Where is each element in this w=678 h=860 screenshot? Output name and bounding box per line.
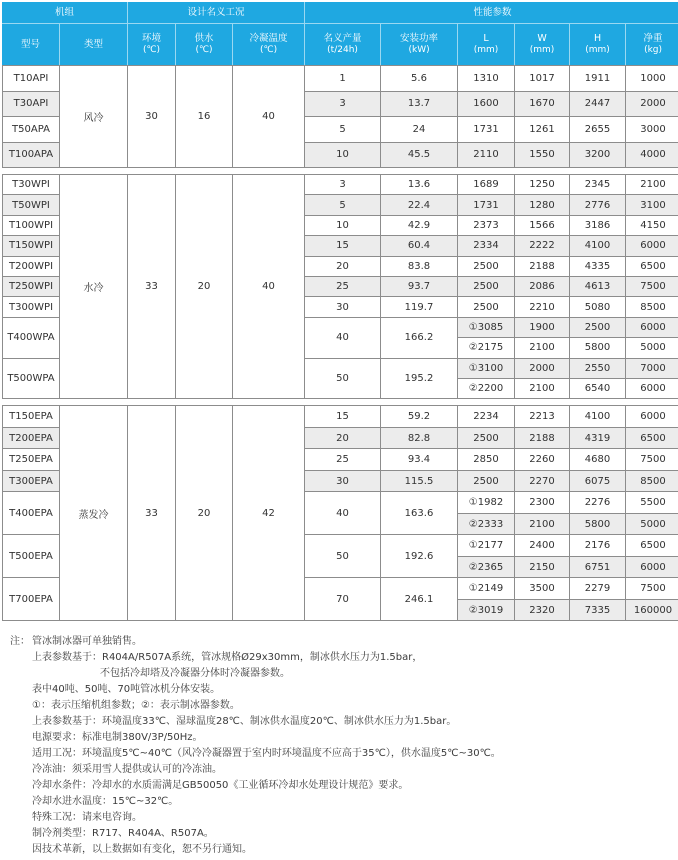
cell-width: 2400	[515, 535, 570, 557]
note-line	[10, 746, 676, 762]
cell-length: 2500	[458, 297, 515, 317]
column-header-2: 环境 (℃)	[127, 24, 175, 65]
cell-net-weight: 7000	[626, 358, 678, 378]
table-row	[3, 66, 678, 92]
note-text: 上表参数基于：R404A/R507A系统，管冰规格Ø29x30mm，制冰供水压力为1.5bar，	[32, 652, 422, 663]
cell-power: 45.5	[381, 142, 458, 168]
cell-net-weight: 3100	[626, 195, 678, 215]
note-line	[10, 810, 676, 826]
cell-cooling-type: 风冷	[60, 66, 128, 168]
cell-model: T100APA	[3, 142, 60, 168]
cell-net-weight: 7500	[626, 449, 678, 471]
note-line	[10, 698, 676, 714]
cell-ambient-temp: 33	[128, 175, 176, 399]
column-header-3: 供水 (℃)	[175, 24, 232, 65]
cell-model: T10API	[3, 66, 60, 92]
cell-net-weight: 6000	[626, 236, 678, 256]
cell-width: 2213	[515, 406, 570, 428]
cell-capacity: 20	[305, 427, 381, 449]
cell-net-weight: 2100	[626, 175, 678, 195]
header-group-2: 性能参数	[304, 2, 678, 24]
cell-width: 2300	[515, 492, 570, 514]
cell-capacity: 25	[305, 449, 381, 471]
table-row	[3, 406, 678, 428]
cell-supply-water-temp: 20	[176, 175, 233, 399]
cell-model: T500WPA	[3, 358, 60, 399]
cell-capacity: 50	[305, 358, 381, 399]
section-table-2	[2, 405, 678, 621]
cell-power: 195.2	[381, 358, 458, 399]
spec-table-header	[2, 2, 678, 65]
cell-model: T100WPI	[3, 215, 60, 235]
cell-capacity: 70	[305, 578, 381, 621]
note-text: 不包括冷却塔及冷凝器分体时冷凝器参数。	[100, 668, 290, 679]
table-row	[3, 175, 678, 195]
cell-net-weight: 5000	[626, 338, 678, 358]
note-line	[10, 778, 676, 794]
notes-prefix: 注：	[10, 634, 32, 650]
note-text: 特殊工况：请来电咨询。	[32, 812, 142, 823]
column-header-6: 安装功率 (kW)	[380, 24, 457, 65]
cell-power: 42.9	[381, 215, 458, 235]
cell-net-weight: 8500	[626, 297, 678, 317]
cell-width: 1670	[515, 91, 570, 117]
cell-width: 2188	[515, 427, 570, 449]
note-text: 冷却水条件：冷却水的水质需满足GB50050《工业循环冷却水处理设计规范》要求。	[32, 780, 408, 791]
cell-width: 3500	[515, 578, 570, 600]
cell-power: 60.4	[381, 236, 458, 256]
column-unit: (kg)	[626, 45, 678, 56]
cell-model: T50WPI	[3, 195, 60, 215]
note-text: 上表参数基于：环境温度33℃、湿球温度28℃、制冰供水温度20℃、制冰供水压力为1.5bar。	[32, 716, 456, 727]
cell-capacity: 1	[305, 66, 381, 92]
cell-length: 2500	[458, 427, 515, 449]
cell-width: 2270	[515, 470, 570, 492]
cell-capacity: 50	[305, 535, 381, 578]
cell-capacity: 30	[305, 470, 381, 492]
cell-width: 2000	[515, 358, 570, 378]
cell-condensing-temp: 40	[233, 175, 305, 399]
note-text: 管冰制冰器可单独销售。	[32, 636, 142, 647]
cell-condensing-temp: 40	[233, 66, 305, 168]
note-line	[10, 762, 676, 778]
cell-height: 2776	[570, 195, 626, 215]
section-table-0	[2, 65, 678, 168]
note-text: 因技术革新，以上数据如有变化，恕不另行通知。	[32, 844, 252, 855]
cell-width: 2086	[515, 276, 570, 296]
cell-length: 1600	[458, 91, 515, 117]
column-header-1: 类型	[59, 24, 127, 65]
cell-height: 6540	[570, 378, 626, 398]
cell-net-weight: 6000	[626, 406, 678, 428]
cell-cooling-type: 水冷	[60, 175, 128, 399]
cell-model: T400WPA	[3, 317, 60, 358]
note-text: ①：表示压缩机组参数；②：表示制冰器参数。	[32, 700, 240, 711]
cell-net-weight: 3000	[626, 117, 678, 143]
cell-power: 5.6	[381, 66, 458, 92]
note-text: 制冷剂类型：R717、R404A、R507A。	[32, 828, 214, 839]
column-header-9: H (mm)	[569, 24, 625, 65]
cell-width: 1261	[515, 117, 570, 143]
note-line	[10, 842, 676, 858]
cell-width: 2320	[515, 599, 570, 621]
cell-height: 2447	[570, 91, 626, 117]
cell-capacity: 3	[305, 91, 381, 117]
cell-net-weight: 4000	[626, 142, 678, 168]
cell-length: 1310	[458, 66, 515, 92]
note-line	[10, 794, 676, 810]
cell-model: T300WPI	[3, 297, 60, 317]
cell-power: 93.4	[381, 449, 458, 471]
cell-height: 2655	[570, 117, 626, 143]
cell-width: 1017	[515, 66, 570, 92]
column-header-4: 冷凝温度 (℃)	[232, 24, 304, 65]
cell-net-weight: 6000	[626, 556, 678, 578]
cell-length: ②2175	[458, 338, 515, 358]
cell-length: 2234	[458, 406, 515, 428]
cell-capacity: 3	[305, 175, 381, 195]
cell-net-weight: 5500	[626, 492, 678, 514]
cell-width: 2100	[515, 513, 570, 535]
cell-height: 2345	[570, 175, 626, 195]
cell-width: 1566	[515, 215, 570, 235]
cell-length: 1689	[458, 175, 515, 195]
cell-power: 24	[381, 117, 458, 143]
cell-power: 119.7	[381, 297, 458, 317]
note-text: 表中40吨、50吨、70吨管冰机分体安装。	[32, 684, 220, 695]
cell-capacity: 5	[305, 117, 381, 143]
cell-supply-water-temp: 20	[176, 406, 233, 621]
cell-power: 93.7	[381, 276, 458, 296]
cell-net-weight: 6500	[626, 256, 678, 276]
column-unit: (℃)	[176, 45, 232, 56]
cell-net-weight: 8500	[626, 470, 678, 492]
cell-height: 2550	[570, 358, 626, 378]
cell-model: T50APA	[3, 117, 60, 143]
spec-table-sections	[2, 65, 676, 621]
cell-power: 22.4	[381, 195, 458, 215]
cell-length: ②2333	[458, 513, 515, 535]
cell-length: 2110	[458, 142, 515, 168]
cell-power: 115.5	[381, 470, 458, 492]
cell-net-weight: 160000	[626, 599, 678, 621]
cell-power: 13.7	[381, 91, 458, 117]
cell-length: ①2149	[458, 578, 515, 600]
cell-height: 5800	[570, 513, 626, 535]
cell-height: 2279	[570, 578, 626, 600]
cell-length: 2334	[458, 236, 515, 256]
note-text: 冷冻油：须采用雪人提供或认可的冷冻油。	[32, 764, 222, 775]
cell-power: 82.8	[381, 427, 458, 449]
cell-length: 2500	[458, 276, 515, 296]
cell-model: T250EPA	[3, 449, 60, 471]
cell-power: 13.6	[381, 175, 458, 195]
cell-height: 4335	[570, 256, 626, 276]
cell-height: 5080	[570, 297, 626, 317]
cell-width: 1550	[515, 142, 570, 168]
cell-capacity: 30	[305, 297, 381, 317]
cell-net-weight: 6000	[626, 378, 678, 398]
note-line	[10, 826, 676, 842]
cell-net-weight: 4150	[626, 215, 678, 235]
note-line	[10, 666, 676, 682]
cell-height: 3200	[570, 142, 626, 168]
cell-width: 2150	[515, 556, 570, 578]
cell-model: T400EPA	[3, 492, 60, 535]
cell-model: T150EPA	[3, 406, 60, 428]
cell-ambient-temp: 30	[128, 66, 176, 168]
cell-length: 2373	[458, 215, 515, 235]
cell-net-weight: 2000	[626, 91, 678, 117]
note-text: 冷却水进水温度：15℃~32℃。	[32, 796, 178, 807]
cell-power: 166.2	[381, 317, 458, 358]
cell-power: 192.6	[381, 535, 458, 578]
note-line	[10, 682, 676, 698]
cell-capacity: 40	[305, 317, 381, 358]
cell-model: T150WPI	[3, 236, 60, 256]
cell-length: 1731	[458, 117, 515, 143]
header-group-0: 机组	[2, 2, 127, 24]
column-unit: (℃)	[233, 45, 304, 56]
cell-width: 2100	[515, 338, 570, 358]
cell-capacity: 15	[305, 236, 381, 256]
cell-height: 2276	[570, 492, 626, 514]
cell-length: 1731	[458, 195, 515, 215]
cell-ambient-temp: 33	[128, 406, 176, 621]
cell-model: T250WPI	[3, 276, 60, 296]
cell-net-weight: 6500	[626, 535, 678, 557]
cell-height: 6075	[570, 470, 626, 492]
cell-width: 2210	[515, 297, 570, 317]
cell-height: 7335	[570, 599, 626, 621]
cell-capacity: 20	[305, 256, 381, 276]
cell-length: 2850	[458, 449, 515, 471]
cell-net-weight: 7500	[626, 276, 678, 296]
cell-model: T200WPI	[3, 256, 60, 276]
cell-model: T30API	[3, 91, 60, 117]
note-text: 电源要求：标准电制380V/3P/50Hz。	[32, 732, 203, 743]
cell-length: ①3085	[458, 317, 515, 337]
column-unit: (mm)	[570, 45, 625, 56]
column-header-7: L (mm)	[457, 24, 514, 65]
note-line	[10, 650, 676, 666]
column-unit: (t/24h)	[305, 45, 380, 56]
column-header-5: 名义产量 (t/24h)	[304, 24, 380, 65]
cell-capacity: 40	[305, 492, 381, 535]
cell-capacity: 10	[305, 142, 381, 168]
cell-height: 1911	[570, 66, 626, 92]
cell-power: 163.6	[381, 492, 458, 535]
cell-height: 4100	[570, 236, 626, 256]
cell-net-weight: 6500	[626, 427, 678, 449]
cell-model: T700EPA	[3, 578, 60, 621]
cell-capacity: 15	[305, 406, 381, 428]
cell-length: ②3019	[458, 599, 515, 621]
cell-cooling-type: 蒸发冷	[60, 406, 128, 621]
cell-capacity: 10	[305, 215, 381, 235]
cell-height: 2500	[570, 317, 626, 337]
cell-height: 2176	[570, 535, 626, 557]
cell-supply-water-temp: 16	[176, 66, 233, 168]
cell-length: ①2177	[458, 535, 515, 557]
cell-model: T500EPA	[3, 535, 60, 578]
cell-width: 2222	[515, 236, 570, 256]
cell-length: ②2365	[458, 556, 515, 578]
cell-height: 4100	[570, 406, 626, 428]
cell-power: 83.8	[381, 256, 458, 276]
column-header-0: 型号	[2, 24, 59, 65]
cell-height: 4680	[570, 449, 626, 471]
column-header-10: 净重 (kg)	[625, 24, 678, 65]
cell-length: ②2200	[458, 378, 515, 398]
cell-condensing-temp: 42	[233, 406, 305, 621]
note-line	[10, 730, 676, 746]
cell-width: 1250	[515, 175, 570, 195]
column-unit: (kW)	[381, 45, 457, 56]
header-group-1: 设计名义工况	[127, 2, 304, 24]
cell-length: 2500	[458, 256, 515, 276]
cell-model: T30WPI	[3, 175, 60, 195]
note-text: 适用工况：环境温度5℃~40℃（风冷冷凝器置于室内时环境温度不应高于35℃），供水温度5℃~30℃。	[32, 748, 501, 759]
cell-length: 2500	[458, 470, 515, 492]
cell-net-weight: 6000	[626, 317, 678, 337]
cell-power: 246.1	[381, 578, 458, 621]
cell-length: ①1982	[458, 492, 515, 514]
cell-model: T300EPA	[3, 470, 60, 492]
cell-width: 2100	[515, 378, 570, 398]
column-header-8: W (mm)	[514, 24, 569, 65]
column-unit: (mm)	[515, 45, 569, 56]
cell-length: ①3100	[458, 358, 515, 378]
cell-power: 59.2	[381, 406, 458, 428]
cell-height: 5800	[570, 338, 626, 358]
cell-height: 3186	[570, 215, 626, 235]
cell-height: 4319	[570, 427, 626, 449]
cell-width: 1900	[515, 317, 570, 337]
cell-height: 6751	[570, 556, 626, 578]
note-line	[10, 634, 676, 650]
cell-width: 1280	[515, 195, 570, 215]
column-unit: (mm)	[458, 45, 514, 56]
note-line	[10, 714, 676, 730]
cell-capacity: 25	[305, 276, 381, 296]
cell-net-weight: 1000	[626, 66, 678, 92]
section-table-1	[2, 174, 678, 399]
cell-capacity: 5	[305, 195, 381, 215]
cell-height: 4613	[570, 276, 626, 296]
column-unit: (℃)	[128, 45, 175, 56]
cell-width: 2188	[515, 256, 570, 276]
cell-model: T200EPA	[3, 427, 60, 449]
cell-width: 2260	[515, 449, 570, 471]
cell-net-weight: 5000	[626, 513, 678, 535]
cell-net-weight: 7500	[626, 578, 678, 600]
notes	[2, 634, 676, 858]
